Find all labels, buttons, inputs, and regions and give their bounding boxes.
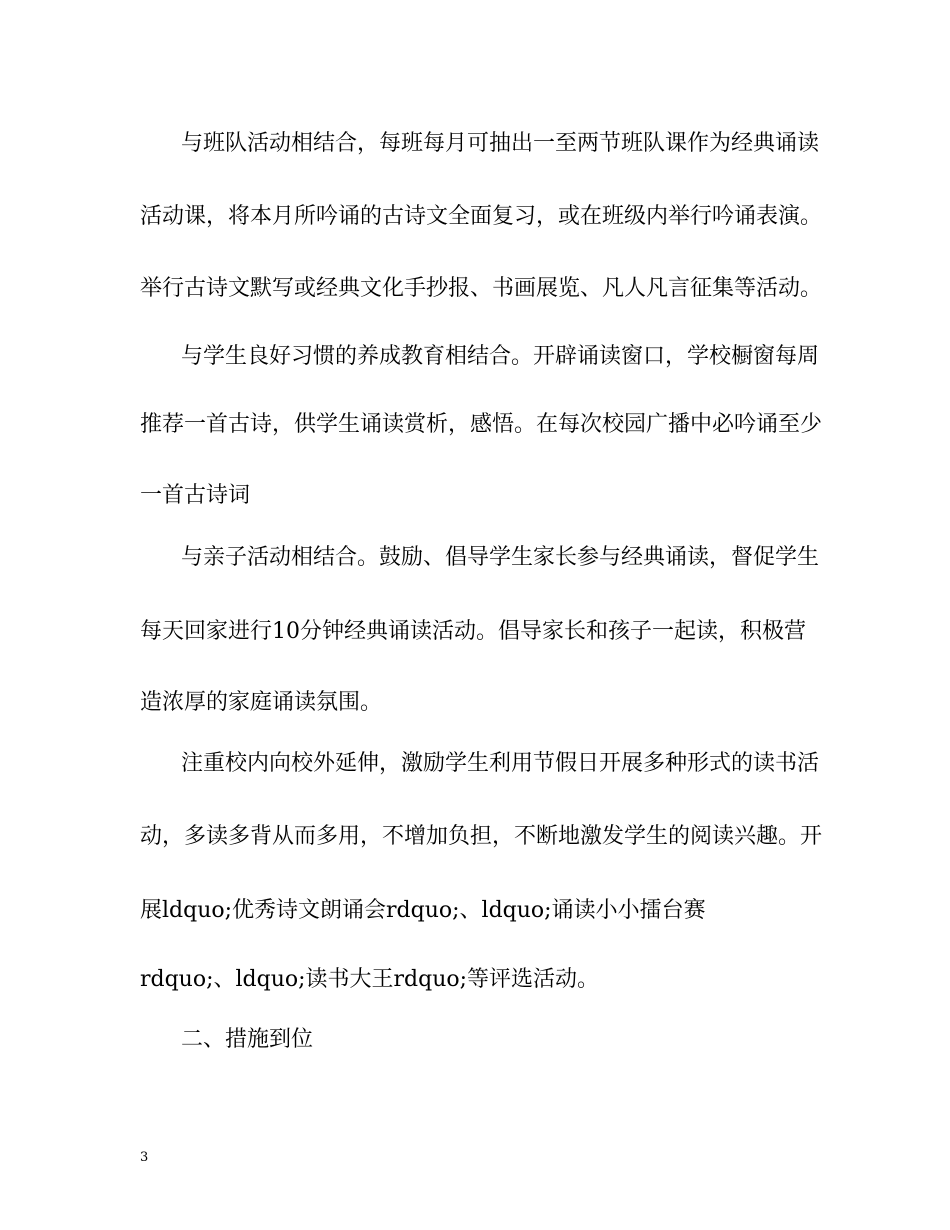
- text-line: 每天回家进行10分钟经典诵读活动。倡导家长和孩子一起读，积极营: [140, 619, 806, 644]
- text-line: rdquo;、ldquo;读书大王rdquo;等评选活动。: [140, 967, 600, 992]
- text-line: 造浓厚的家庭诵读氛围。: [140, 690, 383, 715]
- text-line: 推荐一首古诗，供学生诵读赏析，感悟。在每次校园广播中必吟诵至少: [140, 412, 823, 437]
- text-line: 动，多读多背从而多用，不增加负担，不断地激发学生的阅读兴趣。开: [140, 824, 823, 849]
- text-line: 与亲子活动相结合。鼓励、倡导学生家长参与经典诵读，督促学生: [181, 545, 820, 570]
- section-heading: 二、措施到位: [181, 1027, 314, 1052]
- page-number: 3: [140, 1150, 149, 1165]
- text-line: 展ldquo;优秀诗文朗诵会rdquo;、ldquo;诵读小小擂台赛: [140, 898, 706, 923]
- text-line: 举行古诗文默写或经典文化手抄报、书画展览、凡人凡言征集等活动。: [140, 276, 823, 301]
- text-line: 与班队活动相结合，每班每月可抽出一至两节班队课作为经典诵读: [181, 131, 820, 156]
- text-line: 一首古诗词: [140, 483, 251, 508]
- text-line: 活动课，将本月所吟诵的古诗文全面复习，或在班级内举行吟诵表演。: [140, 204, 823, 229]
- text-line: 注重校内向校外延伸，激励学生利用节假日开展多种形式的读书活: [181, 751, 820, 776]
- text-line: 与学生良好习惯的养成教育相结合。开辟诵读窗口，学校橱窗每周: [181, 344, 820, 369]
